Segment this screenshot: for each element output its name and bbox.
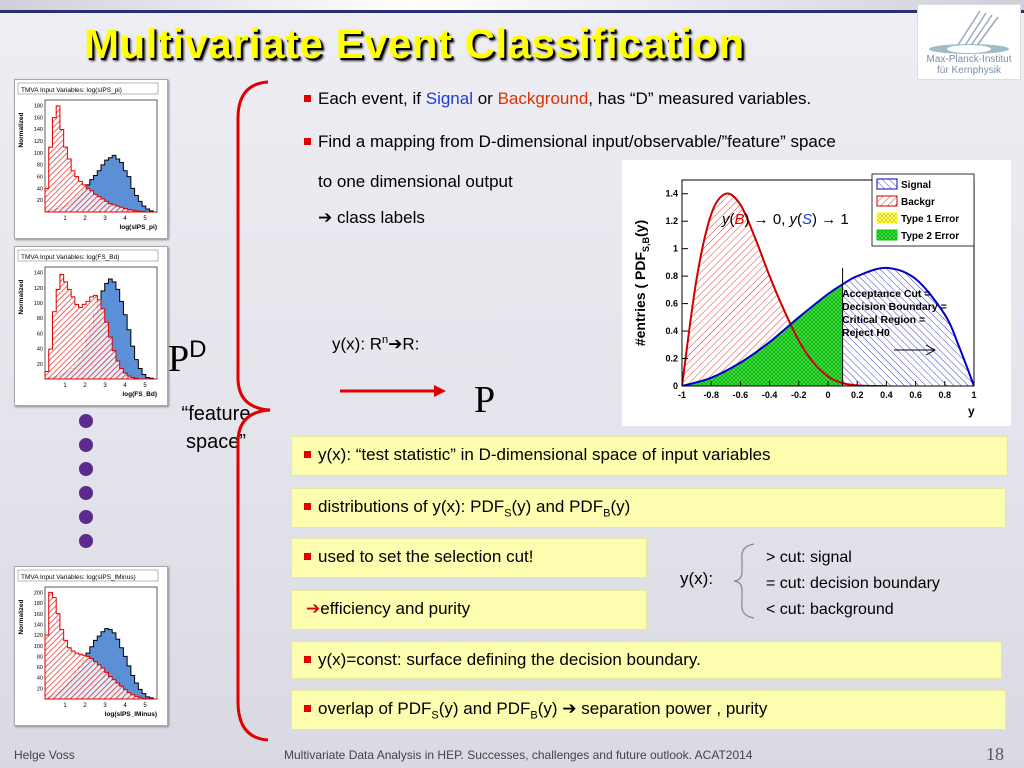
- hist-ytick: 160: [33, 611, 43, 618]
- box-test-statistic: y(x): “test statistic” in D-dimensional space of input variables: [291, 436, 1008, 476]
- hist-xtick: 5: [143, 703, 147, 709]
- hist-xtick: 4: [123, 703, 127, 709]
- y-tick-label: 0.2: [665, 353, 678, 364]
- y-tick-label: 0: [672, 381, 678, 391]
- hist-xtick: 5: [143, 216, 147, 222]
- hist-ytick: 180: [33, 103, 43, 110]
- hist-header: TMVA Input Variables: log(sIPS_pi): [21, 87, 122, 94]
- hist-ytick: 60: [36, 331, 43, 338]
- hist-xtick: 4: [123, 383, 127, 389]
- box-overlap: overlap of $PDF_S(y)$ and $PDF_B(y)$ ➔ separation power , purity: [291, 690, 1006, 730]
- hist-ytick: 120: [33, 285, 43, 292]
- histogram-sips-lminus: [14, 566, 168, 726]
- hist-xtick: 4: [123, 216, 127, 222]
- y-tick-label: 1: [672, 243, 678, 254]
- x-tick-label: 0.2: [850, 390, 864, 400]
- y-tick-label: 0.4: [665, 326, 678, 337]
- legend-label: Backgr: [901, 197, 935, 208]
- pd-p: P: [168, 338, 190, 380]
- legend-swatch: [877, 196, 897, 206]
- chart-legend: [872, 174, 974, 246]
- hist-ytick: 60: [36, 174, 43, 181]
- hist-ytick: 80: [36, 162, 43, 169]
- curly-brace: [230, 78, 280, 746]
- hist-ytick: 120: [33, 633, 43, 640]
- box-distributions: distributions of y(x): $PDF_S(y)$ and $PDF_B(y)$: [291, 488, 1006, 528]
- pd-label: [168, 336, 206, 381]
- x-tick-label: 0.6: [909, 390, 922, 400]
- x-tick-label: -0.8: [703, 390, 719, 400]
- cut-signal: > cut: signal: [766, 549, 852, 566]
- acceptance-cut-text: Acceptance Cut =: [842, 288, 931, 300]
- box-decision-boundary: y(x)=const: surface defining the decision boundary.: [291, 641, 1002, 679]
- hist-xtick: 5: [143, 383, 147, 389]
- hist-ylabel: Normalized: [18, 599, 25, 635]
- box-selection-cut: used to set the selection cut!: [291, 538, 647, 578]
- mpi-logo-icon: [918, 5, 1020, 55]
- cut-background: < cut: background: [766, 601, 894, 618]
- footer-author: Helge Voss: [14, 748, 75, 762]
- mpi-logo: [917, 4, 1021, 80]
- ellipsis-dot: [79, 462, 93, 476]
- p-target: P: [474, 379, 496, 421]
- logo-line1: Max-Planck-Institut: [926, 54, 1012, 65]
- acceptance-cut-text: Decision Boundary =: [842, 301, 947, 313]
- cut-list: [766, 545, 940, 623]
- hist-ytick: 200: [33, 590, 43, 597]
- ellipsis-dot: [79, 486, 93, 500]
- ellipsis-dot: [79, 534, 93, 548]
- hist-xtick: 1: [63, 383, 67, 389]
- hist-ytick: 20: [36, 198, 43, 205]
- legend-label: Type 2 Error: [901, 231, 960, 242]
- x-tick-label: 0: [825, 390, 831, 400]
- acceptance-cut-text: Reject H0: [842, 327, 890, 339]
- hist-ytick: 20: [36, 686, 43, 693]
- cut-boundary: = cut: decision boundary: [766, 575, 940, 592]
- hist-header: TMVA Input Variables: log(sIPS_lMinus): [21, 574, 136, 581]
- histogram-fs-bd: [14, 246, 168, 406]
- hist-ytick: 120: [33, 139, 43, 146]
- ellipsis-dot: [79, 438, 93, 452]
- background-word: Background: [497, 89, 589, 108]
- hist-xtick: 3: [103, 216, 107, 222]
- top-line: [0, 10, 1024, 13]
- hist-xtick: 3: [103, 383, 107, 389]
- hist-ytick: 140: [33, 622, 43, 629]
- bullet-find-mapping-line2: to one dimensional output: [318, 172, 513, 191]
- signal-word: Signal: [425, 89, 473, 108]
- legend-label: Signal: [901, 180, 932, 191]
- x-tick-label: -0.6: [732, 390, 749, 400]
- hist-ytick: 100: [33, 301, 43, 307]
- hist-xtick: 3: [103, 703, 107, 709]
- hist-ytick: 40: [36, 346, 43, 353]
- histogram-sips-pi: [14, 79, 168, 239]
- y-tick-label: 1.4: [665, 188, 678, 199]
- hist-xlabel: log(sIPS_lMinus): [104, 711, 157, 718]
- footer-talk: Multivariate Data Analysis in HEP. Successes, challenges and future outlook. ACAT2014: [284, 748, 753, 762]
- y-tick-label: 0.6: [665, 298, 678, 309]
- y-axis-label: #entries ( $PDF_{S,B}(y)$: [632, 219, 651, 347]
- hist-ytick: 160: [33, 115, 43, 122]
- feature-line1: “feature: [181, 403, 251, 425]
- box-efficiency-purity: ➔efficiency and purity: [291, 590, 647, 630]
- hist-ytick: 40: [36, 186, 43, 193]
- hist-ytick: 60: [36, 665, 43, 672]
- x-tick-label: -1: [677, 390, 687, 400]
- cut-brace: [730, 542, 760, 620]
- hist-ytick: 20: [36, 361, 43, 368]
- hist-ytick: 140: [33, 127, 43, 134]
- hist-ylabel: Normalized: [18, 112, 25, 148]
- x-tick-label: 0.8: [938, 390, 952, 400]
- bullet-class-labels: ➔ class labels: [318, 208, 425, 228]
- hist-ytick: 100: [33, 150, 43, 157]
- hist-ytick: 40: [36, 675, 43, 682]
- hist-xtick: 2: [83, 216, 87, 222]
- hist-xtick: 1: [63, 216, 67, 222]
- bullet-find-mapping: Find a mapping from D-dimensional input/observable/”feature” space: [304, 131, 836, 153]
- pd-d: D: [189, 336, 207, 363]
- hist-ytick: 180: [33, 601, 43, 608]
- top-bar: [0, 0, 1024, 10]
- x-axis-label: y: [968, 404, 975, 418]
- mapping-label: y(x): $R^n➔R$:: [332, 334, 420, 355]
- hist-ylabel: Normalized: [18, 279, 25, 315]
- x-tick-label: -0.4: [761, 390, 778, 400]
- chart-mapping-annotation: y(B) → 0, y(S) → 1: [722, 211, 849, 228]
- legend-swatch: [877, 230, 897, 240]
- x-tick-label: 0.4: [880, 390, 893, 400]
- x-tick-label: 1: [971, 390, 977, 400]
- hist-xtick: 2: [83, 383, 87, 389]
- legend-swatch: [877, 213, 897, 223]
- bullet-each-event: Each event, if Signal or Background, has “D” measured variables.: [304, 88, 811, 110]
- mapping-arrow: [338, 383, 448, 399]
- hist-xlabel: log(FS_Bd): [122, 391, 157, 398]
- legend-swatch: [877, 179, 897, 189]
- ellipsis-dot: [79, 510, 93, 524]
- x-tick-label: -0.2: [791, 390, 807, 400]
- hist-xlabel: log(sIPS_pi): [119, 224, 157, 231]
- pdf-chart: [622, 160, 1011, 426]
- y-tick-label: 0.8: [665, 271, 678, 282]
- hist-header: TMVA Input Variables: log(FS_Bd): [21, 254, 120, 261]
- page-number: 18: [986, 744, 1004, 764]
- ellipsis-dot: [79, 414, 93, 428]
- cut-yx-label: y(x):: [680, 569, 714, 588]
- hist-xtick: 2: [83, 703, 87, 709]
- hist-ytick: 100: [33, 643, 43, 650]
- hist-ytick: 80: [36, 654, 43, 661]
- acceptance-cut-text: Critical Region =: [842, 314, 926, 326]
- hist-xtick: 1: [63, 703, 67, 709]
- slide-title: Multivariate Event Classification: [84, 20, 745, 67]
- hist-ytick: 80: [36, 316, 43, 323]
- legend-label: Type 1 Error: [901, 214, 960, 225]
- hist-ytick: 140: [33, 270, 43, 277]
- logo-line2: für Kernphysik: [937, 65, 1001, 76]
- y-tick-label: 1.2: [665, 216, 678, 227]
- feature-line2: space”: [185, 431, 247, 453]
